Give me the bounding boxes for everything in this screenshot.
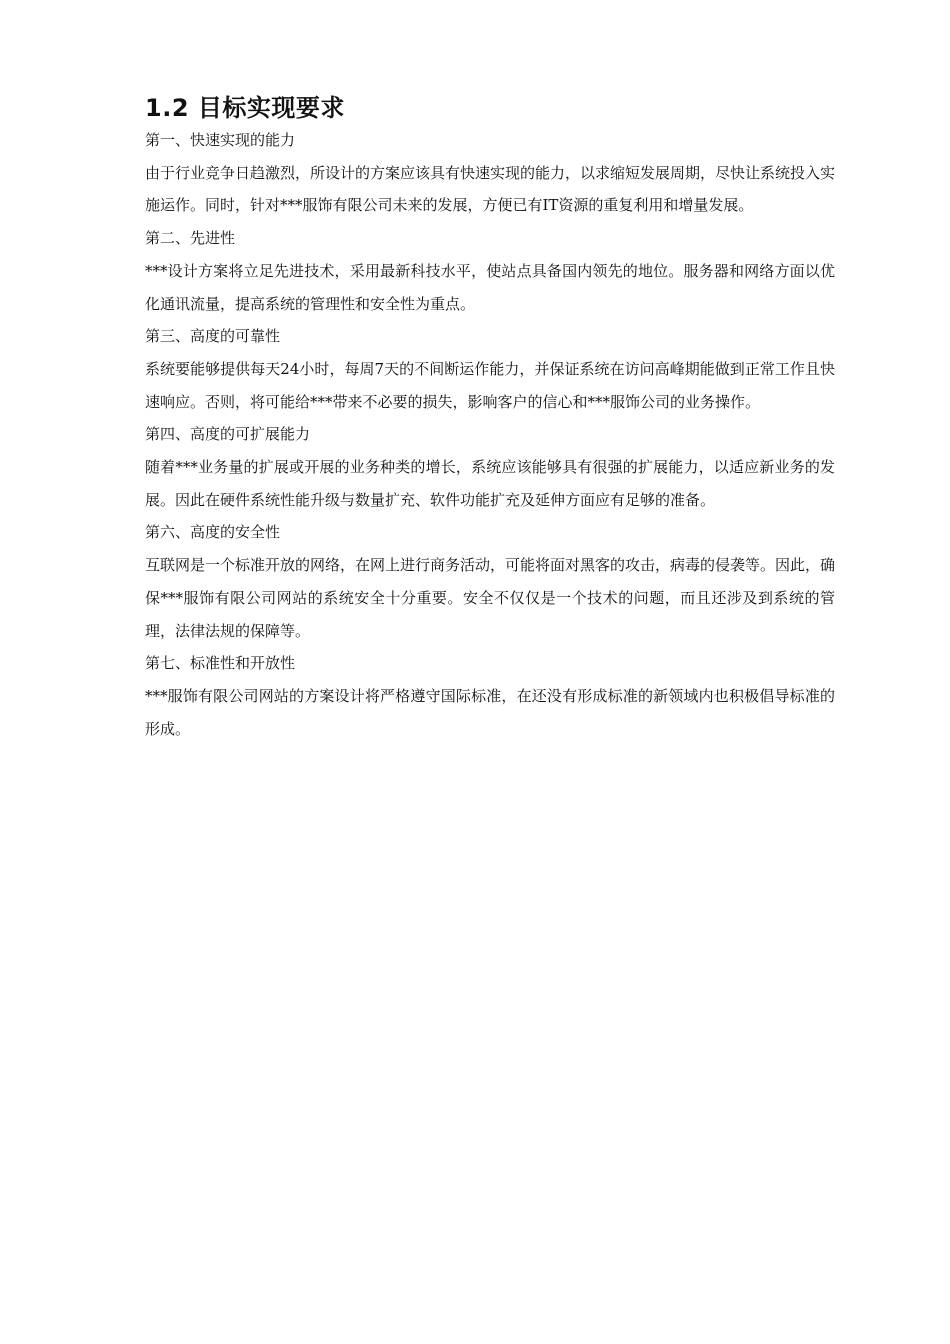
requirement-item-3 — [145, 320, 835, 418]
section-heading: 1.2 目标实现要求 — [145, 94, 345, 122]
requirement-title: 第七、标准性和开放性 — [145, 654, 296, 673]
requirement-item-2 — [145, 222, 835, 320]
requirement-item-1 — [145, 124, 835, 222]
requirement-body: 互联网是一个标准开放的网络，在网上进行商务活动，可能将面对黑客的攻击，病毒的侵袭等。因此，确保***服饰有限公司网站的系统安全十分重要。安全不仅仅是一个技术的问题，而且还涉及到系统的管理，法律法规的保障等。 — [145, 556, 836, 640]
requirement-item-4 — [145, 418, 835, 516]
requirement-title: 第三、高度的可靠性 — [145, 327, 281, 346]
document-content — [145, 92, 835, 745]
requirement-body: 随着***业务量的扩展或开展的业务种类的增长，系统应该能够具有很强的扩展能力，以适应新业务的发展。因此在硬件系统性能升级与数量扩充、软件功能扩充及延伸方面应有足够的准备。 — [145, 458, 835, 509]
requirement-item-5 — [145, 516, 835, 647]
requirement-title: 第一、快速实现的能力 — [145, 131, 296, 149]
requirement-title: 第四、高度的可扩展能力 — [145, 425, 311, 444]
requirement-title: 第二、先进性 — [145, 229, 236, 248]
requirement-body: 由于行业竞争日趋激烈，所设计的方案应该具有快速实现的能力，以求缩短发展周期，尽快让系统投入实施运作。同时，针对***服饰有限公司未来的发展，方便已有IT资源的重复利用和增量发展。 — [145, 163, 836, 215]
requirement-item-6 — [145, 647, 835, 745]
requirement-body: ***设计方案将立足先进技术，采用最新科技水平，使站点具备国内领先的地位。服务器和网络方面以优化通讯流量，提高系统的管理性和安全性为重点。 — [145, 261, 835, 313]
requirement-body: 系统要能够提供每天24小时，每周7天的不间断运作能力，并保证系统在访问高峰期能做到正常工作且快速响应。否则，将可能给***带来不必要的损失，影响客户的信心和***服饰公司的业务操作。 — [145, 359, 835, 411]
requirement-title: 第六、高度的安全性 — [145, 523, 281, 542]
requirement-body: ***服饰有限公司网站的方案设计将严格遵守国际标准，在还没有形成标准的新领域内也积极倡导标准的形成。 — [145, 686, 835, 738]
